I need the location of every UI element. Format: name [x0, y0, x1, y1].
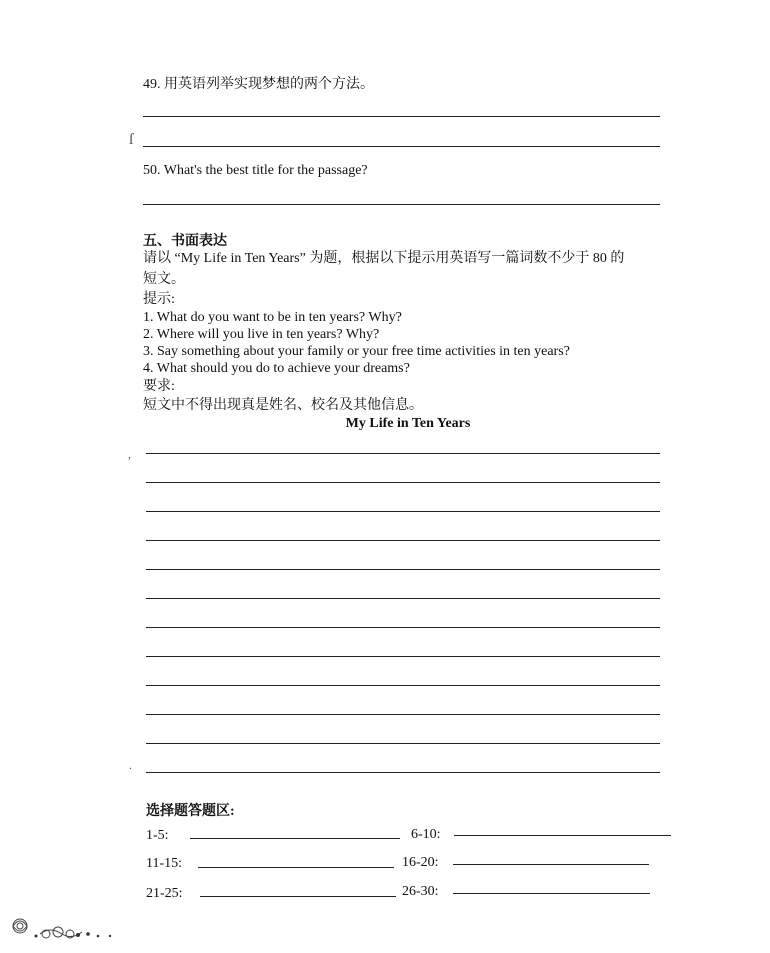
essay-line[interactable]	[146, 511, 660, 512]
hint-number: 1.	[143, 310, 154, 325]
essay-line[interactable]	[146, 627, 660, 628]
essay-line[interactable]	[146, 772, 660, 773]
essay-line[interactable]	[146, 482, 660, 483]
q50-number: 50.	[143, 163, 161, 178]
section-heading: 五、书面表达	[143, 234, 227, 249]
requirements-label: 要求:	[143, 379, 175, 394]
hint-text: What do you want to be in ten years? Why?	[156, 310, 402, 325]
hint-item	[143, 309, 402, 326]
answer-range-label: 16-20:	[402, 855, 439, 870]
answer-blank-21-25[interactable]	[200, 896, 396, 897]
essay-line[interactable]	[146, 453, 660, 454]
hint-item	[143, 326, 379, 343]
essay-line[interactable]	[146, 743, 660, 744]
hint-number: 3.	[143, 344, 154, 359]
q49-answer-line-2[interactable]	[143, 146, 660, 147]
hint-text: What should you do to achieve your dreams?	[156, 361, 410, 376]
q49-answer-line-1[interactable]	[143, 116, 660, 117]
essay-line[interactable]	[146, 540, 660, 541]
answer-range-label: 1-5:	[146, 828, 169, 843]
answer-blank-1-5[interactable]	[190, 838, 400, 839]
answer-range-label: 6-10:	[411, 827, 441, 842]
hint-number: 4.	[143, 361, 154, 376]
answer-range-label: 26-30:	[402, 884, 439, 899]
hint-text: Say something about your family or your free time activities in ten years?	[157, 344, 570, 359]
q49-number: 49.	[143, 77, 161, 92]
hints-label: 提示:	[143, 292, 175, 307]
scan-smudge-decoration	[6, 912, 116, 942]
answer-blank-16-20[interactable]	[453, 864, 649, 865]
requirements-text: 短文中不得出现真是姓名、校名及其他信息。	[143, 398, 423, 413]
q49	[143, 76, 374, 93]
hint-text: Where will you live in ten years? Why?	[156, 327, 380, 342]
essay-line[interactable]	[146, 685, 660, 686]
writing-intro-line-2: 短文。	[143, 272, 185, 287]
margin-mark: ,	[128, 447, 131, 461]
answer-range-label: 21-25:	[146, 886, 183, 901]
answer-range-label: 11-15:	[146, 856, 183, 871]
answer-blank-6-10[interactable]	[454, 835, 671, 836]
q50	[143, 162, 368, 179]
q49-text: 用英语列举实现梦想的两个方法。	[164, 77, 374, 92]
essay-line[interactable]	[146, 569, 660, 570]
q50-text: What's the best title for the passage?	[163, 163, 368, 178]
essay-line[interactable]	[146, 598, 660, 599]
margin-mark: ſ	[129, 131, 134, 148]
writing-intro-line-1: 请以 “My Life in Ten Years” 为题，根据以下提示用英语写一篇词数不少于 80 的	[143, 251, 625, 266]
hint-item	[143, 343, 570, 360]
hint-item	[143, 360, 410, 377]
essay-title: My Life in Ten Years	[345, 416, 471, 431]
essay-line[interactable]	[146, 714, 660, 715]
margin-mark: .	[129, 758, 132, 772]
answer-blank-11-15[interactable]	[198, 867, 394, 868]
q50-answer-line[interactable]	[143, 204, 660, 205]
answer-area-title: 选择题答题区:	[146, 804, 235, 819]
hint-number: 2.	[143, 327, 154, 342]
essay-line[interactable]	[146, 656, 660, 657]
answer-blank-26-30[interactable]	[453, 893, 650, 894]
